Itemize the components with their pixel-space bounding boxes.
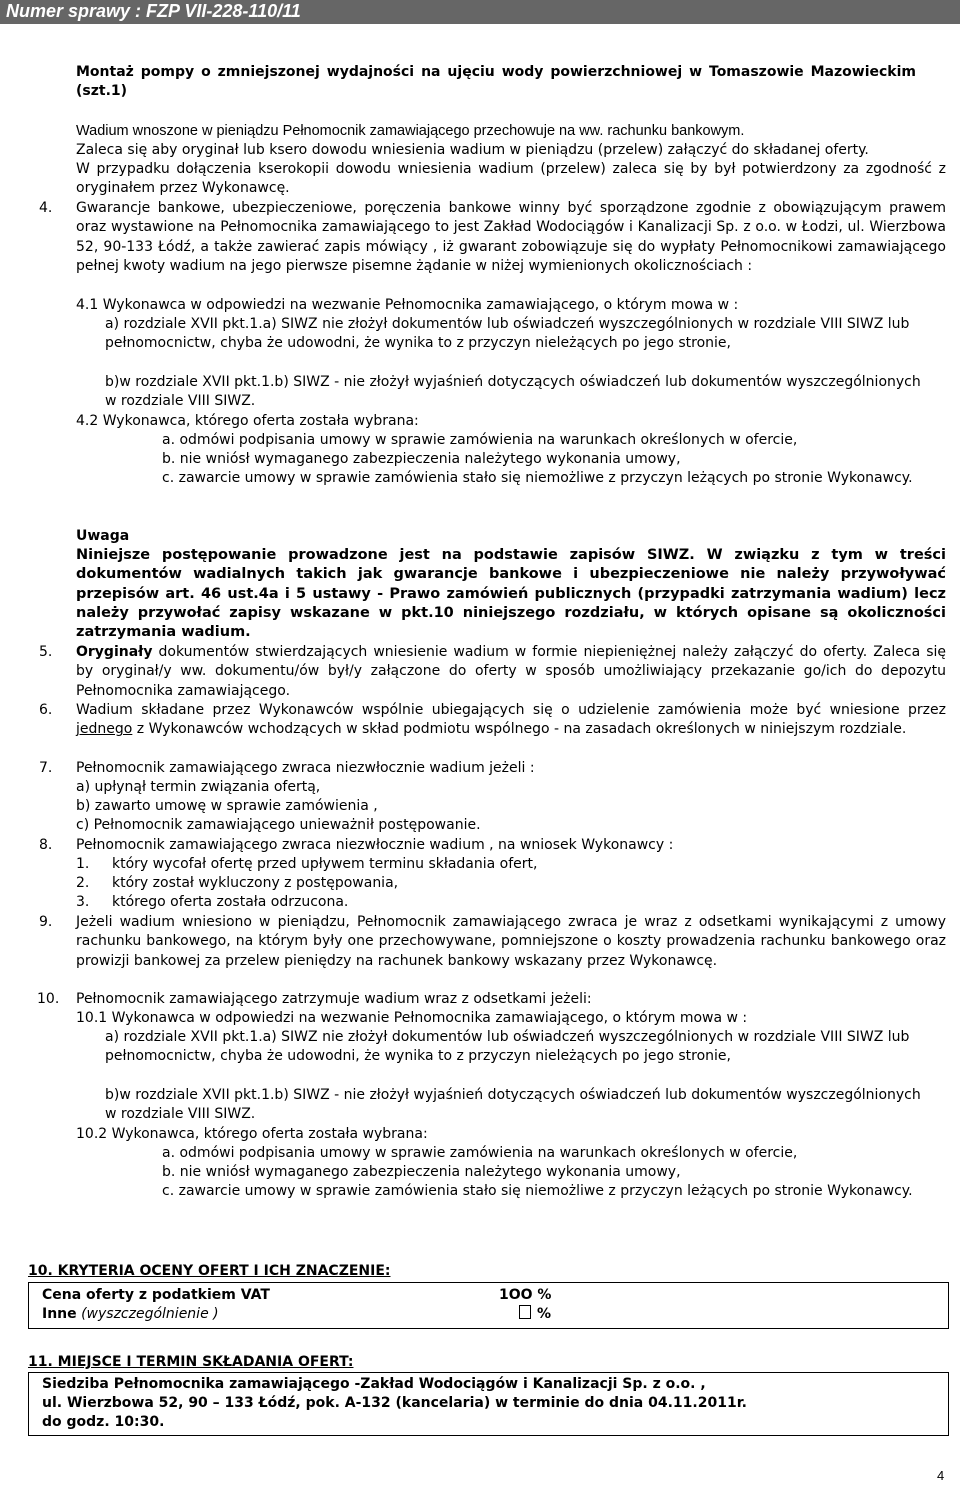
criteria-other-value: % — [519, 1305, 551, 1323]
item-8-text: Pełnomocnik zamawiającego zwraca niezwłocznie wadium , na wniosek Wykonawcy : — [76, 837, 674, 853]
submission-line-1: Siedziba Pełnomocnika zamawiającego -Zakład Wodociągów i Kanalizacji Sp. z o.o. , — [42, 1376, 706, 1392]
submission-box — [28, 1372, 949, 1436]
item-6-number: 6. — [39, 702, 53, 718]
intro-p3: W przypadku dołączenia kserokopii dowodu wniesienia wadium (przelew) zaleca się by był potwierdzony za zgodność z oryginałem przez Wykonawcę. — [76, 161, 946, 197]
item-7-b: b) zawarto umowę w sprawie zamówienia , — [76, 798, 378, 814]
intro-p2: Zaleca się aby oryginał lub ksero dowodu wniesienia wadium w pieniądzu (przelew) załączyć do składanej oferty. — [76, 142, 869, 158]
submission-line-2: ul. Wierzbowa 52, 90 – 133 Łódź, pok. A-132 (kancelaria) w terminie do dnia 04.11.2011r. — [42, 1395, 747, 1411]
section-10-title: 10. KRYTERIA OCENY OFERT I ICH ZNACZENIE: — [28, 1263, 391, 1279]
item-6-text: Wadium składane przez Wykonawców wspólnie ubiegających się o udzielenie zamówienia może być wniesione przez jednego z Wykonawców wchodzących w skład podmiotu wspólnego - na zasadach określonych w niniejszym rozdziale. — [76, 702, 946, 738]
item-4-2-c: c. zawarcie umowy w sprawie zamówienia stało się niemożliwe z przyczyn leżących po stronie Wykonawcy. — [162, 470, 913, 486]
item-7-text: Pełnomocnik zamawiającego zwraca niezwłocznie wadium jeżeli : — [76, 760, 535, 776]
item-8-2-text: który został wykluczony z postępowania, — [112, 875, 399, 891]
criteria-box — [28, 1282, 949, 1329]
item-4-1-a: a) rozdziale XVII pkt.1.a) SIWZ nie złożył dokumentów lub oświadczeń wyszczególnionych w rozdziale VIII SIWZ lub pełnomocnictw, chyba że udowodni, że wynika to z przyczyn nieleżących po jego stronie, — [105, 316, 910, 352]
intro-p1: Wadium wnoszone w pieniądzu Pełnomocnik zamawiającego przechowuje na ww. rachunku bankowym. — [76, 123, 745, 139]
item-10-number: 10. — [37, 991, 60, 1007]
item-8-1-number: 1. — [76, 856, 90, 872]
item-10-2-a: a. odmówi podpisania umowy w sprawie zamówienia na warunkach określonych w ofercie, — [162, 1145, 798, 1161]
criteria-price-label: Cena oferty z podatkiem VAT — [42, 1287, 270, 1303]
item-9-text: Jeżeli wadium wniesiono w pieniądzu, Pełnomocnik zamawiającego zwraca je wraz z odsetkami wynikającymi z umowy rachunku bankowego, na którym były one przechowywane, pomniejszone o koszty prowadzenia rachunku bankowego oraz prowizji bankowej za przelew pieniędzy na rachunek bankowy wskazany przez Wykonawcę. — [76, 914, 946, 969]
item-10-2: 10.2 Wykonawca, którego oferta została wybrana: — [76, 1126, 428, 1142]
item-8-3-number: 3. — [76, 894, 90, 910]
placeholder-box-icon — [519, 1305, 531, 1319]
uwaga-title: Uwaga — [76, 528, 130, 544]
item-5-text: Oryginały dokumentów stwierdzających wniesienie wadium w formie niepieniężnej należy załączyć do oferty. Zaleca się by oryginał/y ww. dokumentu/ów był/y załączone do oferty w sposób umożliwiający przekazanie go/ich do depozytu Pełnomocnika zamawiającego. — [76, 644, 946, 699]
case-number: Numer sprawy : FZP VII-228-110/11 — [6, 1, 301, 21]
criteria-other: Inne (wyszczególnienie ) — [42, 1306, 219, 1322]
item-10-2-c: c. zawarcie umowy w sprawie zamówienia stało się niemożliwe z przyczyn leżących po stronie Wykonawcy. — [162, 1183, 913, 1199]
uwaga-text: Niniejsze postępowanie prowadzone jest na podstawie zapisów SIWZ. W związku z tym w treści dokumentów wadialnych takich jak gwarancje bankowe i ubezpieczeniowe nie należy przywoływać przepisów art. 46 ust.4a i 5 ustawy - Prawo zamówień publicznych (przypadki zatrzymania wadium) lecz należy przywołać zapisy wskazane w pkt.10 niniejszego rozdziału, w których opisane są okoliczności zatrzymania wadium. — [76, 547, 946, 641]
item-7-c: c) Pełnomocnik zamawiającego unieważnił postępowanie. — [76, 817, 481, 833]
item-10-2-b: b. nie wniósł wymaganego zabezpieczenia należytego wykonania umowy, — [162, 1164, 681, 1180]
item-9-number: 9. — [39, 914, 53, 930]
item-10-1-a: a) rozdziale XVII pkt.1.a) SIWZ nie złożył dokumentów lub oświadczeń wyszczególnionych w rozdziale VIII SIWZ lub pełnomocnictw, chyba że udowodni, że wynika to z przyczyn nieleżących po jego stronie, — [105, 1029, 910, 1065]
item-4-number: 4. — [39, 200, 53, 216]
intro-heading: Montaż pompy o zmniejszonej wydajności na ujęciu wody powierzchniowej w Tomaszowie Mazowieckim (szt.1) — [76, 64, 916, 100]
item-8-number: 8. — [39, 837, 53, 853]
item-8-2-number: 2. — [76, 875, 90, 891]
item-4-1-b: b)w rozdziale XVII pkt.1.b) SIWZ - nie złożył wyjaśnień dotyczących oświadczeń lub dokumentów wyszczególnionych w rozdziale VIII SIWZ. — [105, 374, 921, 410]
item-8-1-text: który wycofał ofertę przed upływem terminu składania ofert, — [112, 856, 538, 872]
item-4-1: 4.1 Wykonawca w odpowiedzi na wezwanie Pełnomocnika zamawiającego, o którym mowa w : — [76, 297, 739, 313]
item-4-2: 4.2 Wykonawca, którego oferta została wybrana: — [76, 413, 419, 429]
item-4-2-a: a. odmówi podpisania umowy w sprawie zamówienia na warunkach określonych w ofercie, — [162, 432, 798, 448]
item-7-number: 7. — [39, 760, 53, 776]
document-header-bar — [0, 0, 960, 24]
item-8-3-text: którego oferta została odrzucona. — [112, 894, 349, 910]
item-4-2-b: b. nie wniósł wymaganego zabezpieczenia należytego wykonania umowy, — [162, 451, 681, 467]
item-4-text: Gwarancje bankowe, ubezpieczeniowe, poręczenia bankowe winny być sporządzone zgodnie z obowiązującym prawem oraz wystawione na Pełnomocnika zamawiającego to jest Zakład Wodociągów i Kanalizacji Sp. z o.o. w Łodzi, ul. Wierzbowa 52, 90-133 Łódź, a także zawierać zapis mówiący , iż gwarant zobowiązuje się do wypłaty Pełnomocnikowi zamawiającego pełnej kwoty wadium na jego pierwsze pisemne żądanie w niżej wymienionych okolicznościach : — [76, 200, 946, 274]
section-11-title: 11. MIEJSCE I TERMIN SKŁADANIA OFERT: — [28, 1354, 354, 1370]
item-10-1: 10.1 Wykonawca w odpowiedzi na wezwanie Pełnomocnika zamawiającego, o którym mowa w : — [76, 1010, 748, 1026]
page-number: 4 — [937, 1468, 945, 1483]
criteria-price-value: 1OO % — [499, 1287, 552, 1303]
item-10-text: Pełnomocnik zamawiającego zatrzymuje wadium wraz z odsetkami jeżeli: — [76, 991, 592, 1007]
item-10-1-b: b)w rozdziale XVII pkt.1.b) SIWZ - nie złożył wyjaśnień dotyczących oświadczeń lub dokumentów wyszczególnionych w rozdziale VIII SIWZ. — [105, 1087, 921, 1123]
submission-line-3: do godz. 10:30. — [42, 1414, 165, 1430]
item-7-a: a) upłynął termin związania ofertą, — [76, 779, 321, 795]
item-5-number: 5. — [39, 644, 53, 660]
